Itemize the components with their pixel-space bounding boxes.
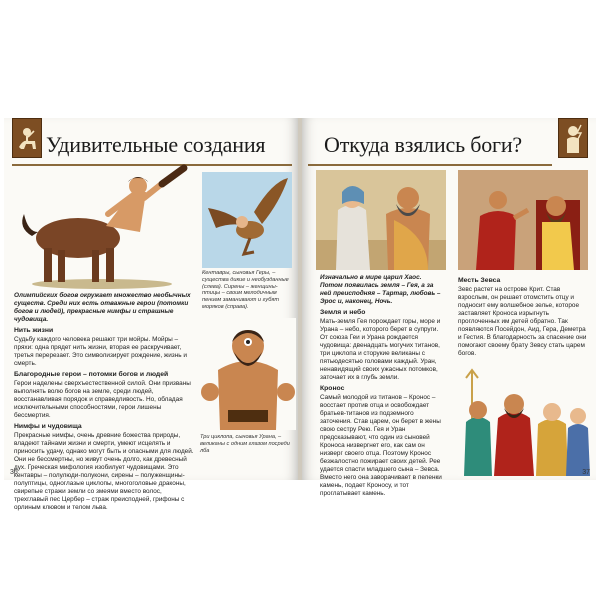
caption-sirens: Кентавры, сыновья Геры, – существа дикие и необузданные (слева). Сирены – женщины-птицы – своим мелодичным пением заманивают и губят моряков (справа). [202,270,289,310]
intro-paragraph: Изначально в мире царил Хаос. Потом появилась земля – Гея, а за ней преисподняя – Тартар, любовь – Эрос и, наконец, Ночь. [320,274,441,305]
centaur-illustration [14,170,190,290]
section-heading: Земля и небо [320,309,366,316]
page-number: 37 [582,469,590,476]
section-body: Мать-земля Гея порождает горы, море и Урана – небо, которого берет в супруги. От союза Геи и Урана рождается чудовища: двенадцать могучих титанов, три циклопа и сторукие великаны с пятьюдесятью головами каждый. Уран, ненавидящий своих ужасных потомков, заточает их в глубь земли. [320,318,441,381]
title-rule [12,164,292,166]
section-body: Судьбу каждого человека решают три мойры. Мойры – пряхи: одна прядет нить жизни, вторая ее раскручивает, третья перерезает. Это символизирует рождение, жизнь и смерть. [14,336,187,367]
section-body: Зевс растет на острове Крит. Став взрослым, он решает отомстить отцу и подносит ему волшебное зелье, которое заставляет Кроноса изрыгнуть проглоченных им детей обратно. Так появляются Посейдон, Аид, Гера, Деметра и Гестия. В благодарность за спасение они помогают своему брату Зевсу стать царем богов. [458,286,587,357]
left-text-column [14,292,196,515]
section-heading: Кронос [320,385,345,392]
right-text-column-1 [320,274,442,501]
intro-paragraph: Олимпийских богов окружает множество необычных существ. Среди них есть отважные герои (потомки богов и людей), прекрасные нимфы и страшные чудовища. [14,292,191,323]
title-rule [308,164,552,166]
book-spread [4,118,596,511]
centaur-emblem-icon [12,118,42,158]
cyclops-illustration [200,318,296,430]
page-title: Удивительные создания [46,132,266,157]
section-heading: Нимфы и чудовища [14,423,82,430]
caption-cyclops: Три циклопа, сыновья Урана, – великаны с одним глазом посреди лба [200,434,290,454]
gaia-uranus-illustration [316,170,446,270]
section-heading: Благородные герои – потомки богов и людей [14,371,169,378]
section-body: Самый молодой из титанов – Кронос – восстает против отца и освобождает братьев-титанов из подземного заточения. Став царем, он берет в жены свою сестру Рею. Гея и Уран предсказывают, что один из сыновей Кроноса низвергнет его, как сам он низверг своего отца. Поэтому Кронос безжалостно пожирает своих детей. Рее удается спасти младшего сына – Зевса. Вместо него она заворачивает в пеленки камень, подает Кроносу, и тот проглатывает камень. [320,394,442,497]
section-heading: Месть Зевса [458,277,501,284]
right-page [302,118,596,497]
section-body: Герои наделены сверхъестественной силой. Они призваны выполнять волю богов на земле, среди людей, восстанавливая порядок и справедливость. Но, обладая исключительными способностями, герои лишены бессмертия. [14,380,191,419]
zeus-emblem-icon [558,118,588,158]
right-text-column-2 [458,274,588,361]
olympian-gods-illustration [458,368,592,476]
left-page [4,118,298,511]
section-heading: Нить жизни [14,327,54,334]
section-body: Прекрасные нимфы, очень древние божества природы, владеют тайнами жизни и смерти, умеют исцелять и приносить удачу, однако могут быть и опасными для людей. Они не бессмертны, но живут очень долго, как древесный дух. Греческая мифология изобилует чудовищами. Это кентавры – полулюди-полукони, сирены – полуженщины-полуптицы, одноглазые циклопы, многоголовые драконы, свирепые стражи земли со змеями вместо волос, трехглавый пес Цербер – страж преисподней, грифоны с орлиным клювом и телом льва. [14,432,194,511]
page-title: Откуда взялись боги? [324,132,522,157]
page-number: 36 [10,469,18,476]
zeus-kronos-illustration [458,170,588,270]
siren-illustration [202,172,292,268]
